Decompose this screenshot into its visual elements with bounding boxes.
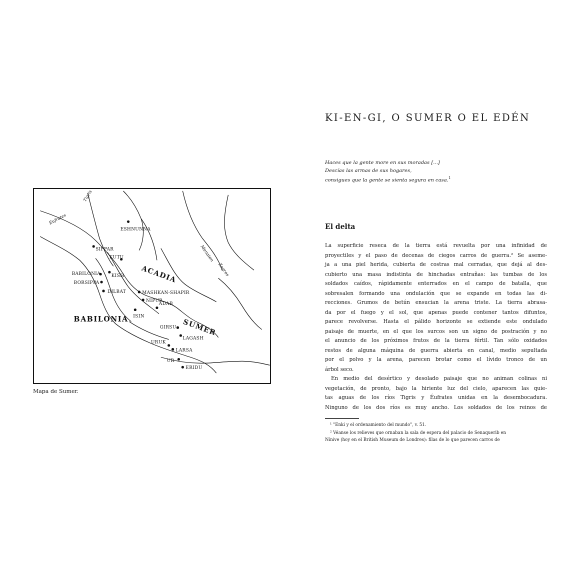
- map-caption: Mapa de Sumer.: [33, 389, 79, 395]
- epigraph-line: Haces que la gente more en sus moradas [...]: [325, 160, 440, 166]
- body-line: paisaje de muerte, en el que los surcos son un signo de postración y no: [325, 328, 547, 335]
- body-line: En medio del desértico y desolado paisaje que no animan colinas ni: [331, 376, 547, 382]
- body-line: soldados caídos, rápidamente enterrados en el campo de batalla, que: [325, 281, 547, 287]
- svg-text:URUK: URUK: [151, 340, 166, 346]
- body-line: cubierto una masa indistinta de hinchadas entrañas: las tumbas de los: [325, 271, 547, 278]
- region-label-sumer: SUMER: [181, 317, 218, 338]
- region-label-babilonia: BABILONIA: [73, 314, 129, 324]
- canal-2: [107, 252, 158, 313]
- svg-text:ADAB: ADAB: [158, 301, 173, 307]
- epigraph-line: Descías las armas de sus hogares,: [325, 167, 412, 174]
- svg-text:NIPUR: NIPUR: [146, 298, 163, 304]
- city-borsippa: [74, 281, 103, 286]
- epigraph: [325, 160, 555, 185]
- river-label-tigris: Tigris: [83, 189, 94, 203]
- svg-text:ERIDU: ERIDU: [185, 366, 203, 372]
- body-line: proyectiles y el paso de decenas de ciegos carros de guerra.² Se aseme-: [325, 252, 547, 259]
- city-eshnunna: [120, 220, 151, 232]
- body-line: La superficie reseca de la tierra está revuelta por una infinidad de: [325, 243, 547, 249]
- svg-text:ISIN: ISIN: [133, 314, 145, 320]
- city-larsa: [171, 348, 193, 353]
- epigraph-footnote-mark: 1: [448, 176, 451, 181]
- svg-text:KUTU: KUTU: [109, 255, 124, 261]
- body-text: [325, 242, 547, 413]
- menaten-river: [183, 191, 223, 270]
- body-line: por el polvo y la arena, parecen brotar como el lívido tronco de un: [325, 357, 547, 363]
- svg-text:KISH: KISH: [111, 274, 125, 280]
- river-label-zagros: Zagros: [216, 262, 230, 278]
- footnote-rule: [325, 418, 359, 419]
- body-line: ja a una piel herida, cubierta de costras mal cerradas, que dejá al des-: [325, 262, 547, 268]
- body-line: el anuncio de los próximos frutos de la tierra fértil. Tan sólo oxidados: [325, 338, 547, 344]
- svg-text:SIPPAR: SIPPAR: [95, 247, 114, 253]
- svg-text:GIRSU: GIRSU: [159, 325, 177, 331]
- city-babilonia: [72, 272, 102, 277]
- city-mashkan-shapir: [138, 291, 190, 296]
- city-girsu: [160, 326, 179, 331]
- zagros-river: [224, 195, 253, 270]
- region-label-acadia: ACADIA: [140, 263, 178, 285]
- tributary-2: [141, 219, 157, 261]
- svg-text:ESHNUNNA: ESHNUNNA: [120, 227, 151, 233]
- svg-text:UR: UR: [166, 359, 175, 365]
- body-line: recciones. Grumos de betún ensucian la arena triste. La tierra abrasa-: [325, 300, 547, 306]
- city-sippar: [92, 245, 114, 252]
- body-line: sobresalen formando una ondulación que se expande en todas las di-: [325, 290, 547, 297]
- river-label-euphrates: Éufrates: [48, 213, 68, 227]
- body-line: restos de alguna máquina de guerra abierta en canal, medio sepultada: [325, 347, 547, 354]
- river-label-menaten: Menaten: [198, 244, 214, 264]
- right-page: [285, 0, 570, 570]
- city-isin: [133, 308, 144, 319]
- svg-text:DILBAT: DILBAT: [107, 289, 127, 295]
- eastern-river: [218, 278, 262, 329]
- body-line: tas aguas de los ríos Tigris y Éufrates unidas en la desembocadura.: [325, 395, 547, 401]
- city-lagash: [179, 334, 203, 341]
- svg-text:MASHKAN-SHAPIR: MASHKAN-SHAPIR: [142, 290, 190, 296]
- footnote-2: ² Véanse los relieves que ornaban la sala de espera del palacio de Senaquerib en: [330, 430, 507, 436]
- body-line: da por el fuego y el sol, que apenas puede contener tantos difuntos,: [325, 309, 547, 316]
- body-line: árbol seco.: [325, 366, 354, 373]
- svg-text:LAGASH: LAGASH: [182, 336, 204, 342]
- chapter-title: KI-EN-GI, O SUMER O EL EDÉN: [325, 113, 531, 124]
- section-heading: El delta: [325, 222, 356, 231]
- footnote-1: ¹ "Enki y el ordenamiento del mundo", v. 51.: [330, 423, 427, 428]
- svg-text:BABILONIA: BABILONIA: [71, 272, 101, 278]
- tributary-1: [123, 191, 143, 250]
- city-uruk: [151, 340, 170, 346]
- city-eridu: [181, 366, 202, 371]
- svg-text:LARSA: LARSA: [175, 348, 193, 354]
- epigraph-line: consigues que la gente se sienta segura en casa.$^1$: [325, 176, 451, 184]
- body-line: vegetación, de pronto, bajo la hiriente luz del cielo, aparecen las quie-: [325, 385, 547, 392]
- body-line: parece revolverse. Hasta el pálido horizonte se extiende este ondulado: [325, 319, 547, 325]
- body-line: Ninguno de los dos ríos es muy ancho. Los soldados de los reinos de: [325, 404, 547, 411]
- svg-text:BORSIPPA: BORSIPPA: [73, 281, 100, 287]
- footnote-2-cont: Nínive (hoy en el British Museum de Londres): filas de lo que parecen carros de: [325, 438, 500, 444]
- city-kutu: [109, 255, 123, 260]
- footnotes: [325, 422, 547, 445]
- city-adab: [156, 302, 173, 309]
- map-svg: [34, 189, 270, 383]
- coastline: [161, 357, 270, 365]
- city-dilbat: [102, 290, 126, 295]
- map-of-sumer: [33, 188, 271, 384]
